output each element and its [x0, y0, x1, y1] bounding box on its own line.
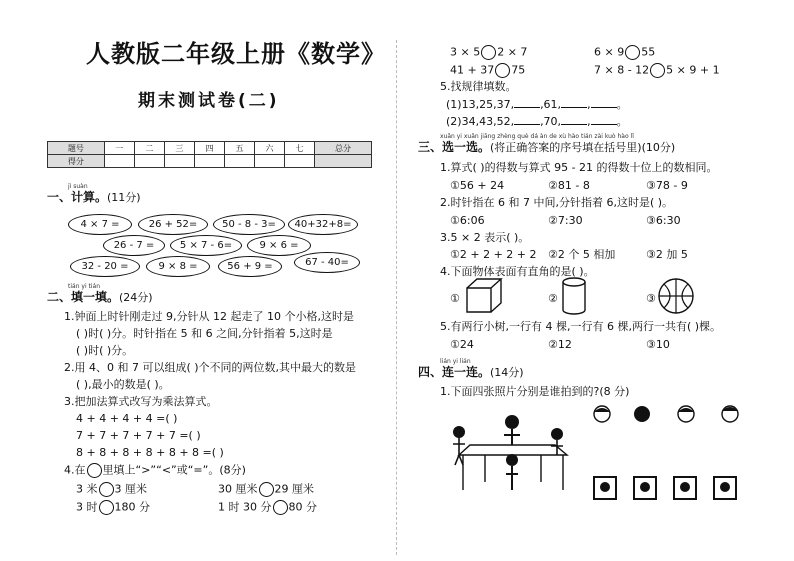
q5-line1: (1)13,25,37, ,61, , 。: [446, 98, 628, 111]
calc-item: 56 + 9 =: [218, 256, 282, 277]
s2-q2-line2: ( ),最小的数是( )。: [76, 378, 170, 391]
s3-opt[interactable]: ②12: [548, 338, 572, 351]
s2-title: 二、填一填。: [47, 290, 120, 304]
s3-opt[interactable]: ②: [548, 292, 558, 305]
column-divider: [396, 40, 397, 555]
s3-opt[interactable]: ③6:30: [646, 214, 681, 227]
s3-q3: 3.5 × 2 表示( )。: [440, 231, 530, 244]
s3-opt[interactable]: ③10: [646, 338, 670, 351]
calc-item: 9 × 6 =: [247, 235, 311, 256]
compare-circle[interactable]: [99, 500, 114, 515]
score-cell[interactable]: [224, 155, 254, 168]
score-head-label: 题号: [48, 142, 105, 155]
calc-item: 67 - 40=: [294, 252, 360, 273]
s1-pinyin: jì suàn: [68, 183, 88, 190]
table-scene-illustration: [445, 410, 580, 495]
compare-circle[interactable]: [495, 63, 510, 78]
score-col: 六: [255, 142, 285, 155]
cube-icon: [463, 276, 503, 316]
s1-heading: [47, 190, 141, 205]
s3-opt[interactable]: ②81 - 8: [548, 179, 590, 192]
calc-item: 4 × 7 =: [68, 214, 132, 235]
s1-title: 一、计算。: [47, 190, 108, 204]
rt-cmp: 3 × 5 2 × 7: [450, 45, 528, 59]
compare-circle: [87, 463, 102, 478]
score-col: 四: [194, 142, 224, 155]
s2-q3-line: 7 + 7 + 7 + 7 + 7 =( ): [76, 429, 201, 442]
s2-q2-line1: 2.用 4、0 和 7 可以组成( )个不同的两位数,其中最大的数是: [64, 361, 357, 374]
s3-opt[interactable]: ①56 + 24: [450, 179, 505, 192]
calc-item: 26 + 52=: [138, 214, 208, 235]
calc-item: 32 - 20 =: [70, 256, 140, 277]
s3-opt[interactable]: ②7:30: [548, 214, 583, 227]
score-row-label: 得分: [48, 155, 105, 168]
s3-q1: 1.算式( )的得数与算式 95 - 21 的得数十位上的数相同。: [440, 161, 718, 174]
s3-opt[interactable]: ①24: [450, 338, 474, 351]
score-cell[interactable]: [134, 155, 164, 168]
s2-q4-cmp: 1 时 30 分 80 分: [218, 500, 317, 514]
s2-q1-line2: ( )时( )分。时针指在 5 和 6 之间,分针指着 5,这时是: [76, 327, 333, 340]
s2-q4-cmp: 3 米 3 厘米: [76, 482, 147, 496]
s3-opt[interactable]: ③78 - 9: [646, 179, 688, 192]
score-cell[interactable]: [255, 155, 285, 168]
photo-frame-icon[interactable]: [632, 475, 660, 503]
page-subtitle: 期末测试卷(二): [138, 91, 280, 111]
calc-item: 5 × 7 - 6=: [170, 235, 242, 256]
s2-q1-line3: ( )时( )分。: [76, 344, 134, 357]
s2-points: (24分): [119, 291, 153, 304]
score-table: [47, 141, 372, 168]
q5-title: 5.找规律填数。: [440, 80, 517, 93]
compare-circle[interactable]: [273, 500, 288, 515]
compare-circle[interactable]: [650, 63, 665, 78]
s4-pinyin: lián yi lián: [440, 358, 471, 365]
compare-circle[interactable]: [99, 482, 114, 497]
s4-heading: 四、连一连。(14分): [418, 365, 524, 379]
score-col: 七: [285, 142, 315, 155]
s3-heading: 三、选一选。(将正确答案的序号填在括号里)(10分): [418, 140, 676, 154]
s2-pinyin: tián yi tián: [68, 283, 101, 290]
s3-opt[interactable]: ①6:06: [450, 214, 485, 227]
s3-q5: 5.有两行小树,一行有 4 棵,一行有 6 棵,两行一共有( )棵。: [440, 320, 722, 333]
q5-line2: (2)34,43,52, ,70, , 。: [446, 115, 628, 128]
page-title: 人教版二年级上册《数学》: [86, 40, 386, 68]
s4-q1: 1.下面四张照片分别是谁拍到的?(8 分): [440, 385, 630, 398]
s3-opt[interactable]: ①: [450, 292, 460, 305]
s3-pinyin: xuǎn yi xuǎn jiāng zhèng què dá àn de xù hào tián zài kuò hào lǐ: [440, 133, 634, 140]
s2-q1-line1: 1.钟面上时针刚走过 9,分针从 12 起走了 10 个小格,这时是: [64, 310, 354, 323]
calc-item: 50 - 8 - 3=: [213, 214, 285, 235]
score-cell[interactable]: [194, 155, 224, 168]
s3-q2: 2.时针指在 6 和 7 中间,分针指着 6,这时是( )。: [440, 196, 674, 209]
rt-cmp: 6 × 9 55: [594, 45, 656, 59]
s2-q3-title: 3.把加法算式改写为乘法算式。: [64, 395, 218, 408]
score-col-total: 总分: [315, 142, 372, 155]
photo-frame-icon[interactable]: [712, 475, 740, 503]
compare-circle[interactable]: [481, 45, 496, 60]
score-cell[interactable]: [285, 155, 315, 168]
score-col: 一: [104, 142, 134, 155]
s3-opt[interactable]: ③: [646, 292, 656, 305]
score-col: 五: [224, 142, 254, 155]
photo-frame-icon[interactable]: [592, 475, 620, 503]
basketball-icon: [656, 276, 696, 316]
s2-q4-cmp: 30 厘米 29 厘米: [218, 482, 314, 496]
s3-opt[interactable]: ②2 个 5 相加: [548, 248, 616, 261]
score-cell-total[interactable]: [315, 155, 372, 168]
compare-circle[interactable]: [625, 45, 640, 60]
score-col: 三: [164, 142, 194, 155]
s3-q4: 4.下面物体表面有直角的是( )。: [440, 265, 595, 278]
calc-item: 9 × 8 =: [146, 256, 210, 277]
rt-cmp: 41 + 37 75: [450, 63, 526, 77]
score-col: 二: [134, 142, 164, 155]
calc-item: 26 - 7 =: [103, 235, 165, 256]
rt-cmp: 7 × 8 - 12 5 × 9 + 1: [594, 63, 720, 77]
s3-opt[interactable]: ①2 + 2 + 2 + 2: [450, 248, 537, 261]
children-faces-illustration: [590, 402, 750, 426]
s1-points: (11分): [107, 191, 141, 204]
photo-frame-icon[interactable]: [672, 475, 700, 503]
s2-heading: [47, 290, 153, 305]
s3-opt[interactable]: ③2 加 5: [646, 248, 688, 261]
s2-q3-line: 4 + 4 + 4 + 4 =( ): [76, 412, 178, 425]
s2-q4-title: 4.在 里填上“>”“<”或“=”。(8分): [64, 463, 246, 477]
s2-q3-line: 8 + 8 + 8 + 8 + 8 + 8 =( ): [76, 446, 224, 459]
score-cell[interactable]: [164, 155, 194, 168]
score-cell[interactable]: [104, 155, 134, 168]
calc-item: 40+32+8=: [288, 214, 358, 235]
s2-q4-cmp: 3 时 180 分: [76, 500, 150, 514]
compare-circle[interactable]: [259, 482, 274, 497]
cylinder-icon: [560, 276, 590, 316]
